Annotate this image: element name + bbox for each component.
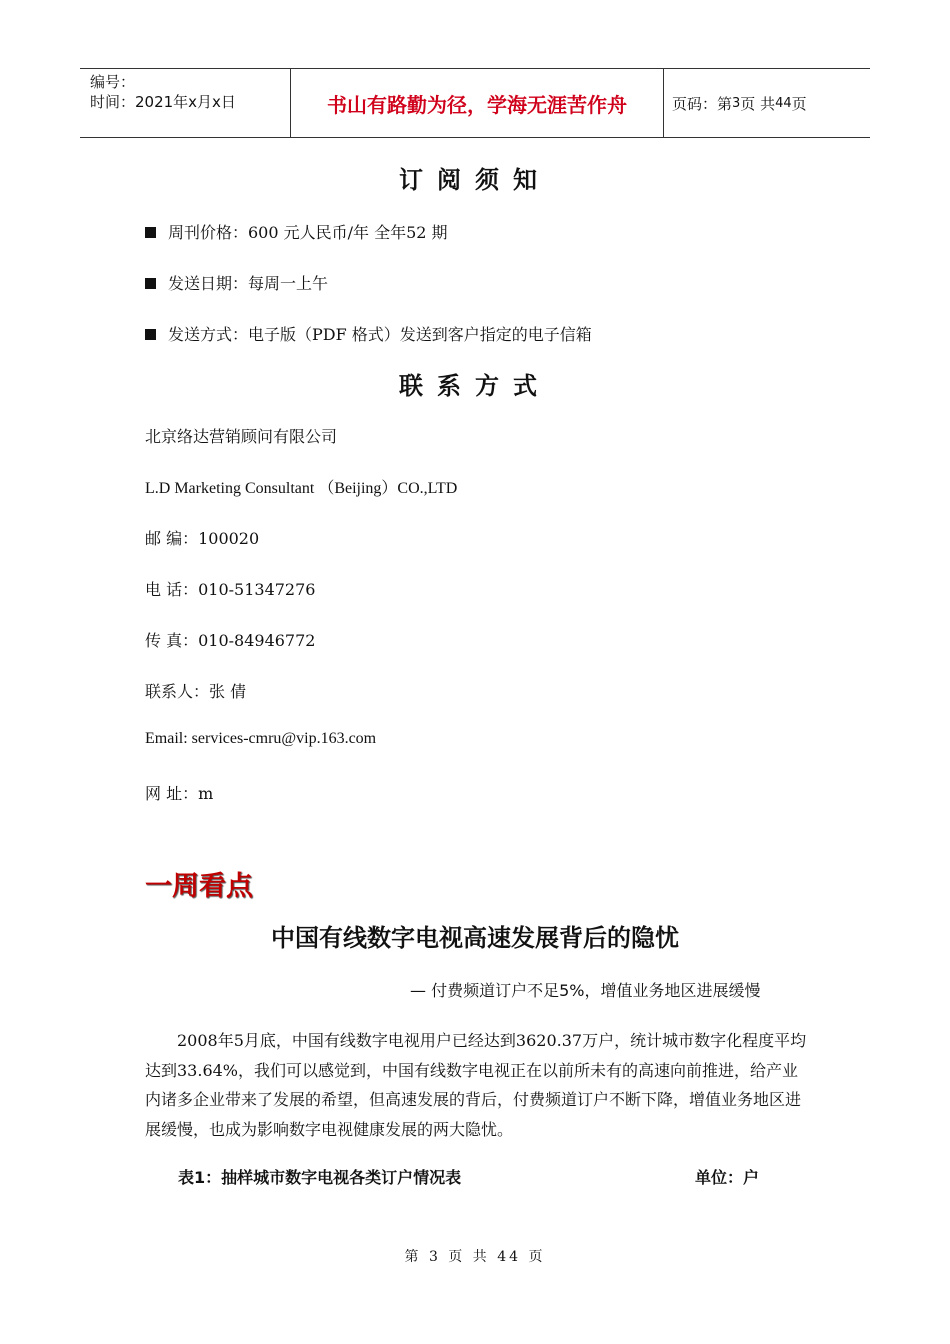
website[interactable]: 网 址：m bbox=[145, 784, 214, 803]
article-title: 中国有线数字电视高速发展背后的隐忧 bbox=[271, 924, 679, 952]
subscription-title: 订阅须知 bbox=[399, 165, 551, 194]
square-bullet-icon bbox=[145, 227, 156, 238]
contact-title: 联系方式 bbox=[399, 371, 551, 400]
page-footer: 第 3 页 共 44 页 bbox=[404, 1249, 546, 1265]
article-paragraph: 2008年5月底，中国有线数字电视用户已经达到3620.37万户，统计城市数字化程度平均达到33.64%，我们可以感觉到，中国有线数字电视正在以前所未有的高速向前推进，给产业内诸多企业带来了发展的希望，但高速发展的背后，付费频道订户不断下降，增值业务地区进展缓慢，也成为影响数字电视健康发展的两大隐忧。 bbox=[145, 1031, 807, 1139]
article-subtitle: — 付费频道订户不足5%，增值业务地区进展缓慢 bbox=[410, 981, 761, 1000]
section-title: 一周看点 bbox=[145, 871, 253, 902]
postcode: 邮 编：100020 bbox=[145, 529, 260, 548]
square-bullet-icon bbox=[145, 278, 156, 289]
header-motto: 书山有路勤为径，学海无涯苦作舟 bbox=[291, 69, 664, 137]
phone: 电 话：010-51347276 bbox=[145, 580, 316, 599]
subscription-item: 发送日期：每周一上午 bbox=[145, 271, 328, 294]
time-label: 时间：2021年x月x日 bbox=[90, 93, 236, 111]
subscription-item: 周刊价格：600 元人民币/年 全年52 期 bbox=[145, 220, 448, 243]
table-unit: 单位：户 bbox=[695, 1168, 760, 1187]
subscription-item: 发送方式：电子版（PDF 格式）发送到客户指定的电子信箱 bbox=[145, 322, 592, 345]
email[interactable]: Email: services-cmru@vip.163.com bbox=[145, 730, 377, 747]
number-label: 编号： bbox=[90, 73, 136, 91]
header-info bbox=[80, 69, 291, 137]
page-header bbox=[80, 68, 870, 138]
table-caption: 表1：抽样城市数字电视各类订户情况表 bbox=[178, 1168, 462, 1187]
company-cn: 北京络达营销顾问有限公司 bbox=[145, 427, 338, 446]
contact-person: 联系人：张 倩 bbox=[145, 682, 247, 701]
square-bullet-icon bbox=[145, 329, 156, 340]
page-mid: 页 共 bbox=[740, 94, 776, 113]
page-suffix: 页 bbox=[791, 94, 807, 113]
fax: 传 真：010-84946772 bbox=[145, 631, 316, 650]
header-page-info bbox=[664, 69, 870, 137]
company-en: L.D Marketing Consultant （Beijing）CO.,LTD bbox=[145, 480, 458, 497]
page-prefix: 页码：第 bbox=[672, 94, 733, 113]
page-current: 3 bbox=[732, 95, 741, 111]
page-total: 44 bbox=[775, 95, 792, 111]
